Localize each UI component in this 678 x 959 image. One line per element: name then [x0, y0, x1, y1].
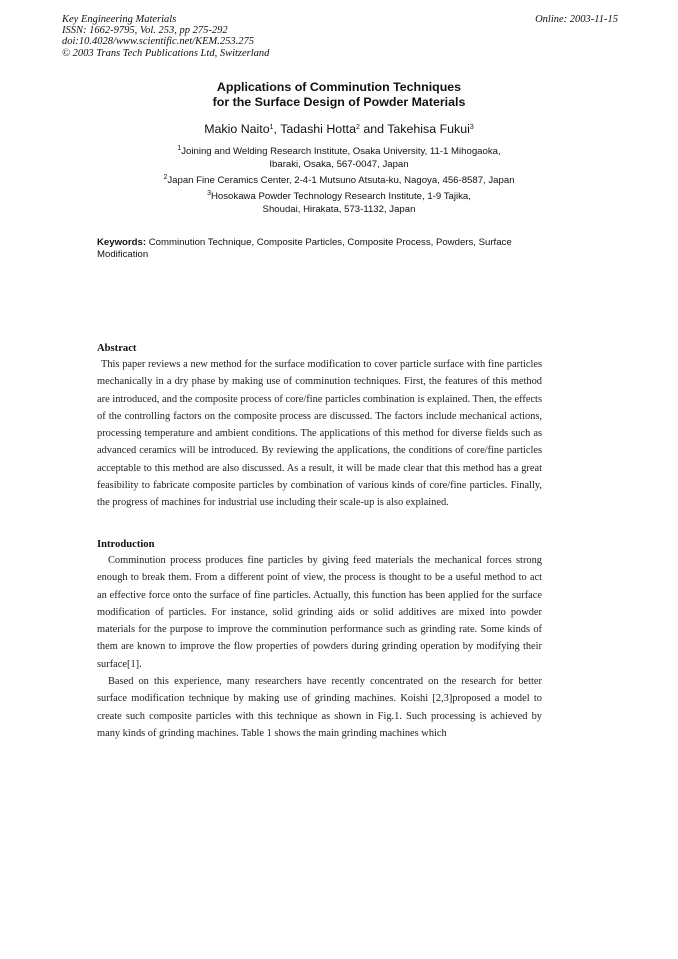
issn-line: ISSN: 1662-9795, Vol. 253, pp 275-292: [62, 25, 228, 37]
copyright-line: © 2003 Trans Tech Publications Ltd, Switzerland: [62, 47, 270, 59]
online-date: Online: 2003-11-15: [535, 14, 618, 25]
keywords-label: Keywords:: [97, 237, 147, 248]
title-line-1: Applications of Comminution Techniques: [216, 80, 462, 94]
affiliation-1: [0, 146, 678, 171]
abstract-heading: Abstract: [97, 343, 137, 354]
intro-paragraph: Comminution process produces fine particles by giving feed materials the mechanical forces strong enough to break them. From a different point of view, the process is thought to be a useful method to act an effective force onto the surface of fine particles. Actually, this function has been applied for the surface modification of particles. For instance, solid grinding aids or solid additives are mixed into powder materials for the purpose to improve the comminution performance such as grinding rate. Some kinds of them are known to improve the flow properties of powders during grinding operation by modifying their surface[1].: [97, 555, 542, 670]
abstract-section: [97, 342, 542, 512]
paper-title: [0, 80, 678, 110]
affil-line: Hosokawa Powder Technology Research Institute, 1-9 Tajika,: [211, 191, 471, 202]
affiliation-2: [0, 175, 678, 188]
affil-line: Joining and Welding Research Institute, Osaka University, 11-1 Mihogaoka,: [181, 146, 501, 157]
intro-paragraph: Based on this experience, many researchers have recently concentrated on the research for better surface modification technique by making use of grinding machines. Koishi [2,3]proposed a model to create such composite particles with this technique as shown in Fig.1. Such processing is achieved by many kinds of grinding machines. Table 1 shows the main grinding machines which: [97, 676, 542, 739]
doi-line: doi:10.4028/www.scientific.net/KEM.253.275: [62, 36, 254, 48]
affil-mark: 2: [163, 174, 168, 181]
affil-mark: 3: [207, 190, 211, 197]
affiliation-3: [0, 191, 678, 216]
keywords-text: Comminution Technique, Composite Particles, Composite Process, Powders, Surface Modification: [97, 237, 512, 260]
affil-line: Ibaraki, Osaka, 567-0047, Japan: [269, 158, 409, 170]
introduction-section: [97, 538, 542, 742]
affil-line: Shoudai, Hirakata, 573-1132, Japan: [262, 203, 416, 215]
author-name: Makio Naito: [204, 122, 270, 136]
author-separator: and: [359, 122, 388, 136]
keywords: [97, 237, 527, 261]
author-affil-mark: 1: [269, 124, 274, 131]
author-list: [0, 121, 678, 137]
introduction-heading: Introduction: [97, 539, 155, 550]
author-affil-mark: 2: [355, 124, 360, 131]
abstract-text: This paper reviews a new method for the surface modification to cover particle surface with fine particles mechanically in a dry phase by making use of comminution techniques. First, the features of this method are introduced, and the composite process of core/fine particles combination is explained. Then, the effects of the controlling factors on the composite process are discussed. The factors include mechanical actions, processing temperature and ambient conditions. The applications of this method for diverse fields such as advanced ceramics will be introduced. By reviewing the applications, the conditions of core/fine particles acceptable to this method are also discussed. As a result, it will be made clear that this method has a great feasibility to fabricate composite particles by combination of various kinds of core/fine particles. Finally, the progress of machines for industrial use including their scale-up is also explained.: [97, 359, 542, 509]
author-separator: ,: [273, 122, 281, 136]
title-line-2: for the Surface Design of Powder Materials: [212, 95, 466, 109]
affil-mark: 1: [177, 145, 182, 152]
journal-name: Key Engineering Materials: [62, 14, 177, 25]
author-affil-mark: 3: [469, 124, 474, 131]
affil-line: Japan Fine Ceramics Center, 2-4-1 Mutsuno Atsuta-ku, Nagoya, 456-8587, Japan: [167, 175, 515, 186]
author-name: Tadashi Hotta: [280, 122, 356, 136]
journal-meta: [62, 14, 269, 59]
author-name: Takehisa Fukui: [387, 122, 470, 136]
